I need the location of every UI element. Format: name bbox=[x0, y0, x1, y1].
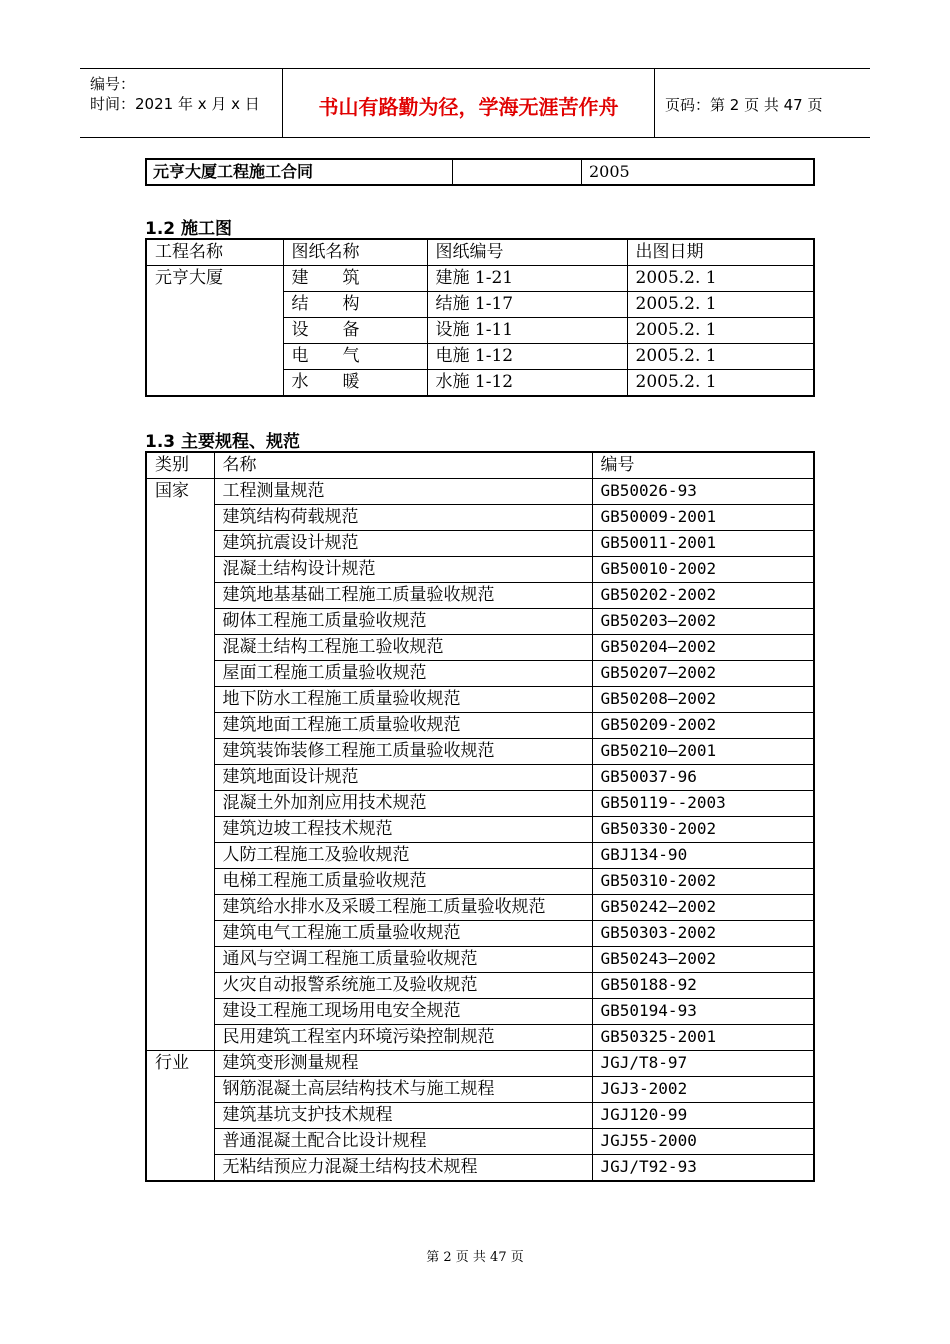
page-label: 页码：第 2 页 共 47 页 bbox=[665, 96, 823, 114]
code-name-cell: 工程测量规范 bbox=[214, 479, 592, 505]
drawing-name-cell: 设 备 bbox=[283, 318, 427, 344]
code-name-cell: 人防工程施工及验收规范 bbox=[214, 843, 592, 869]
code-number-cell: GB50204—2002 bbox=[592, 635, 814, 661]
code-number-cell: GB50303-2002 bbox=[592, 921, 814, 947]
code-name-cell: 地下防水工程施工质量验收规范 bbox=[214, 687, 592, 713]
column-header: 类别 bbox=[146, 452, 214, 479]
code-number-cell: GB50207—2002 bbox=[592, 661, 814, 687]
table-row bbox=[146, 557, 814, 583]
code-number-cell: GB50011-2001 bbox=[592, 531, 814, 557]
code-name-cell: 混凝土结构设计规范 bbox=[214, 557, 592, 583]
code-name-cell: 建设工程施工现场用电安全规范 bbox=[214, 999, 592, 1025]
category-cell: 国家 bbox=[146, 479, 214, 1051]
section-title-drawings: 1.2 施工图 bbox=[145, 219, 233, 239]
code-name-cell: 建筑基坑支护技术规程 bbox=[214, 1103, 592, 1129]
codes-header-row bbox=[146, 452, 814, 479]
code-number-cell: GB50209-2002 bbox=[592, 713, 814, 739]
drawing-code-cell: 建施 1-21 bbox=[427, 266, 627, 292]
code-name-cell: 民用建筑工程室内环境污染控制规范 bbox=[214, 1025, 592, 1051]
header-page-cell bbox=[655, 69, 870, 137]
table-row bbox=[146, 1129, 814, 1155]
table-row bbox=[146, 947, 814, 973]
contract-bar bbox=[145, 158, 815, 186]
table-row bbox=[146, 479, 814, 505]
code-name-cell: 建筑地面工程施工质量验收规范 bbox=[214, 713, 592, 739]
contract-blank-cell bbox=[453, 160, 582, 184]
table-row bbox=[146, 505, 814, 531]
table-row bbox=[146, 739, 814, 765]
table-row bbox=[146, 687, 814, 713]
table-row bbox=[146, 609, 814, 635]
column-header: 图纸编号 bbox=[427, 239, 627, 266]
column-header: 图纸名称 bbox=[283, 239, 427, 266]
code-number-cell: GB50310-2002 bbox=[592, 869, 814, 895]
code-name-cell: 混凝土外加剂应用技术规范 bbox=[214, 791, 592, 817]
code-number-cell: JGJ55-2000 bbox=[592, 1129, 814, 1155]
code-name-cell: 建筑给水排水及采暖工程施工质量验收规范 bbox=[214, 895, 592, 921]
table-row bbox=[146, 1051, 814, 1077]
drawings-body bbox=[146, 266, 814, 397]
drawing-code-cell: 设施 1-11 bbox=[427, 318, 627, 344]
header-motto-cell bbox=[283, 69, 655, 137]
column-header: 工程名称 bbox=[146, 239, 283, 266]
code-number-cell: JGJ3-2002 bbox=[592, 1077, 814, 1103]
code-name-cell: 无粘结预应力混凝土结构技术规程 bbox=[214, 1155, 592, 1182]
section-title-codes: 1.3 主要规程、规范 bbox=[145, 432, 301, 452]
table-row bbox=[146, 843, 814, 869]
column-header: 编号 bbox=[592, 452, 814, 479]
code-name-cell: 建筑边坡工程技术规范 bbox=[214, 817, 592, 843]
contract-year: 2005 bbox=[589, 162, 630, 181]
category-cell: 行业 bbox=[146, 1051, 214, 1182]
code-number-cell: GB50188-92 bbox=[592, 973, 814, 999]
code-name-cell: 通风与空调工程施工质量验收规范 bbox=[214, 947, 592, 973]
table-row bbox=[146, 973, 814, 999]
table-row bbox=[146, 1155, 814, 1182]
contract-name: 元亨大厦工程施工合同 bbox=[147, 160, 453, 184]
code-name-cell: 建筑结构荷载规范 bbox=[214, 505, 592, 531]
code-name-cell: 混凝土结构工程施工验收规范 bbox=[214, 635, 592, 661]
table-row bbox=[146, 1077, 814, 1103]
drawing-name-cell: 水 暖 bbox=[283, 370, 427, 397]
drawing-name-cell: 电 气 bbox=[283, 344, 427, 370]
code-number-cell: GB50119--2003 bbox=[592, 791, 814, 817]
table-row bbox=[146, 817, 814, 843]
drawing-code-cell: 结施 1-17 bbox=[427, 292, 627, 318]
table-row bbox=[146, 635, 814, 661]
code-number-cell: GB50330-2002 bbox=[592, 817, 814, 843]
table-row bbox=[146, 921, 814, 947]
code-name-cell: 建筑地基基础工程施工质量验收规范 bbox=[214, 583, 592, 609]
code-name-cell: 火灾自动报警系统施工及验收规范 bbox=[214, 973, 592, 999]
table-row bbox=[146, 531, 814, 557]
table-row bbox=[146, 583, 814, 609]
code-number-cell: GB50325-2001 bbox=[592, 1025, 814, 1051]
project-name-cell: 元亨大厦 bbox=[146, 266, 283, 397]
time-label: 时间：2021 年 x 月 x 日 bbox=[90, 95, 260, 113]
code-number-cell: GB50194-93 bbox=[592, 999, 814, 1025]
code-number-cell: GB50026-93 bbox=[592, 479, 814, 505]
code-name-cell: 建筑电气工程施工质量验收规范 bbox=[214, 921, 592, 947]
drawing-name-cell: 建 筑 bbox=[283, 266, 427, 292]
drawings-header-row bbox=[146, 239, 814, 266]
drawing-date-cell: 2005.2. 1 bbox=[627, 344, 814, 370]
drawings-table bbox=[145, 238, 815, 397]
codes-body bbox=[146, 479, 814, 1182]
table-row bbox=[146, 765, 814, 791]
drawing-name-cell: 结 构 bbox=[283, 292, 427, 318]
page-header bbox=[80, 68, 870, 138]
table-row bbox=[146, 869, 814, 895]
code-number-cell: GB50242—2002 bbox=[592, 895, 814, 921]
code-number-cell: GB50037-96 bbox=[592, 765, 814, 791]
code-name-cell: 钢筋混凝土高层结构技术与施工规程 bbox=[214, 1077, 592, 1103]
code-number-cell: JGJ/T92-93 bbox=[592, 1155, 814, 1182]
table-row bbox=[146, 266, 814, 292]
table-row bbox=[146, 895, 814, 921]
drawing-date-cell: 2005.2. 1 bbox=[627, 318, 814, 344]
drawing-code-cell: 电施 1-12 bbox=[427, 344, 627, 370]
table-row bbox=[146, 791, 814, 817]
drawing-date-cell: 2005.2. 1 bbox=[627, 266, 814, 292]
column-header: 出图日期 bbox=[627, 239, 814, 266]
code-name-cell: 建筑装饰装修工程施工质量验收规范 bbox=[214, 739, 592, 765]
code-number-cell: GB50009-2001 bbox=[592, 505, 814, 531]
code-name-cell: 普通混凝土配合比设计规程 bbox=[214, 1129, 592, 1155]
code-name-cell: 建筑变形测量规程 bbox=[214, 1051, 592, 1077]
page-footer: 第 2 页 共 47 页 bbox=[426, 1250, 524, 1265]
table-row bbox=[146, 661, 814, 687]
table-row bbox=[146, 1025, 814, 1051]
code-number-cell: GB50208—2002 bbox=[592, 687, 814, 713]
code-name-cell: 砌体工程施工质量验收规范 bbox=[214, 609, 592, 635]
header-meta-cell bbox=[80, 69, 283, 137]
drawing-code-cell: 水施 1-12 bbox=[427, 370, 627, 397]
doc-number-label: 编号： bbox=[90, 75, 136, 93]
code-number-cell: GB50210—2001 bbox=[592, 739, 814, 765]
code-name-cell: 电梯工程施工质量验收规范 bbox=[214, 869, 592, 895]
code-number-cell: JGJ/T8-97 bbox=[592, 1051, 814, 1077]
codes-table bbox=[145, 451, 815, 1182]
code-number-cell: GBJ134-90 bbox=[592, 843, 814, 869]
code-name-cell: 建筑地面设计规范 bbox=[214, 765, 592, 791]
motto-text: 书山有路勤为径，学海无涯苦作舟 bbox=[318, 95, 619, 119]
table-row bbox=[146, 999, 814, 1025]
code-number-cell: GB50243—2002 bbox=[592, 947, 814, 973]
code-number-cell: GB50203—2002 bbox=[592, 609, 814, 635]
code-number-cell: GB50010-2002 bbox=[592, 557, 814, 583]
code-name-cell: 屋面工程施工质量验收规范 bbox=[214, 661, 592, 687]
column-header: 名称 bbox=[214, 452, 592, 479]
code-number-cell: JGJ120-99 bbox=[592, 1103, 814, 1129]
table-row bbox=[146, 713, 814, 739]
code-number-cell: GB50202-2002 bbox=[592, 583, 814, 609]
drawing-date-cell: 2005.2. 1 bbox=[627, 292, 814, 318]
table-row bbox=[146, 1103, 814, 1129]
drawing-date-cell: 2005.2. 1 bbox=[627, 370, 814, 397]
code-name-cell: 建筑抗震设计规范 bbox=[214, 531, 592, 557]
